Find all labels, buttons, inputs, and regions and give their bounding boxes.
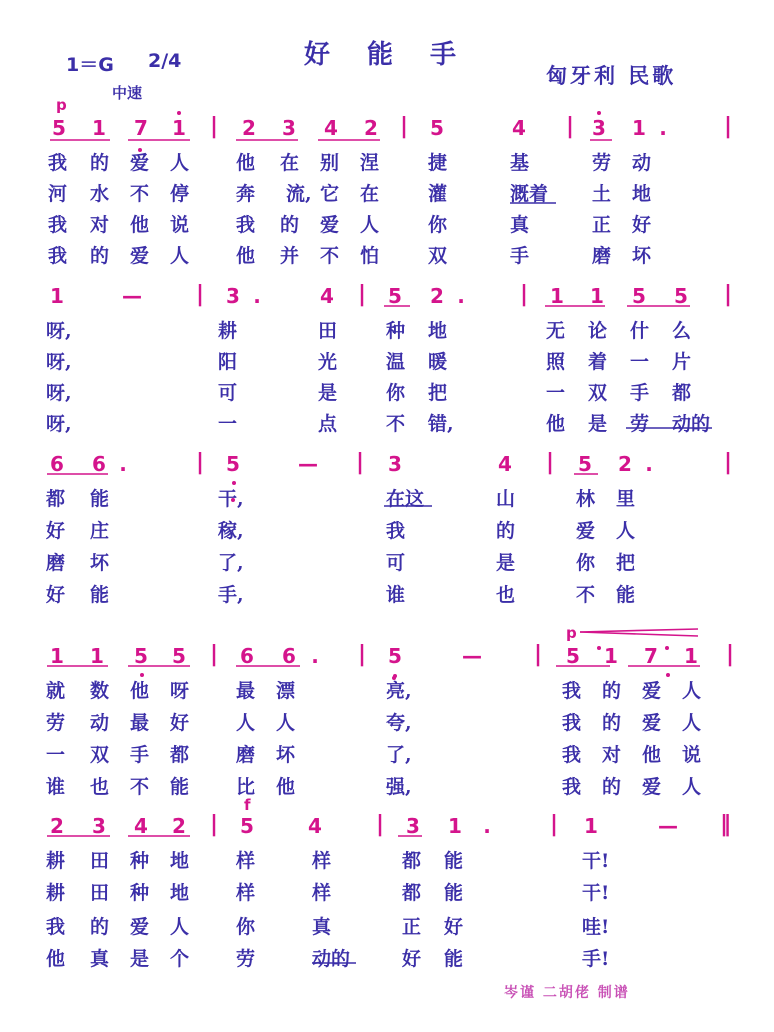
barline: |: [376, 812, 385, 837]
lyric: 我: [48, 152, 68, 174]
lyric: 他: [276, 776, 296, 798]
lyric: 样: [236, 850, 256, 872]
barline: |: [356, 450, 365, 475]
note: 4: [512, 116, 526, 140]
lyric: 人: [170, 152, 190, 174]
note: 1: [590, 284, 604, 308]
lyric: 样: [312, 882, 332, 904]
lyric: 把: [428, 382, 448, 404]
lyric: 地: [428, 320, 448, 342]
lyric: 溉着: [510, 183, 549, 205]
lyric: 劳: [592, 152, 612, 174]
lyric: 奔: [236, 183, 256, 205]
lyric: 手!: [582, 948, 610, 970]
lyric: 对: [90, 214, 110, 236]
lyric: 爱: [130, 245, 150, 267]
lyric: 手: [510, 245, 530, 267]
lyric: 数: [90, 680, 110, 702]
lyric: 把: [616, 552, 636, 574]
lyric: 呀,: [46, 382, 72, 404]
lyric: 爱: [642, 776, 662, 798]
lyric: 我: [562, 744, 582, 766]
note: 4: [320, 284, 334, 308]
lyric: 我: [562, 712, 582, 734]
lyric: 人: [236, 712, 256, 734]
lyric: 也: [496, 584, 516, 606]
lyric: 真: [312, 916, 332, 938]
lyric: 爱: [642, 680, 662, 702]
lyric: 谁: [386, 584, 406, 606]
barline: |: [196, 450, 205, 475]
lyric: 我: [236, 214, 256, 236]
note: 4: [498, 452, 512, 476]
lyric: 都: [402, 850, 422, 872]
lyric: 无: [546, 320, 566, 342]
lyric: 最: [236, 680, 256, 702]
lyric: 呀,: [46, 320, 72, 342]
note: 2: [242, 116, 256, 140]
lyric: 照: [546, 351, 566, 373]
lyric: 着: [588, 351, 608, 373]
barline: |: [566, 114, 575, 139]
lyric: 地: [170, 850, 190, 872]
lyric: 对: [602, 744, 622, 766]
lyric: 能: [170, 776, 190, 798]
transcriber-credit: 岑谨 二胡佬 制谱: [504, 985, 630, 1001]
lyric: 我: [562, 680, 582, 702]
dash: —: [122, 284, 142, 308]
lyric: 不: [386, 413, 406, 435]
lyric: 在: [280, 152, 300, 174]
lyric: 山: [496, 488, 516, 510]
lyric: 地: [632, 183, 652, 205]
lyric: 停: [170, 183, 190, 205]
dot: .: [483, 814, 491, 838]
lyric: 好: [444, 916, 464, 938]
lyric: 正: [592, 214, 612, 236]
note: 3: [92, 814, 106, 838]
lyric: 可: [386, 552, 406, 574]
note: 1: [604, 644, 618, 668]
lyric: 动: [90, 712, 110, 734]
lyric: 好: [46, 520, 66, 542]
note: 6: [240, 644, 254, 668]
lyric: 不: [576, 584, 596, 606]
lyric: 我: [48, 214, 68, 236]
lyric: 的: [90, 916, 110, 938]
lyric: 好: [46, 584, 66, 606]
lyric: 能: [90, 584, 110, 606]
lyric: 手: [130, 744, 150, 766]
lyric: 劳: [630, 413, 650, 435]
lyric: 水: [90, 183, 110, 205]
barline: |: [196, 282, 205, 307]
lyric: 都: [672, 382, 692, 404]
note: 3: [282, 116, 296, 140]
lyric: 劳: [236, 948, 256, 970]
lyric: 他: [236, 152, 256, 174]
lyric: 人: [616, 520, 636, 542]
lyric: 耕: [46, 882, 66, 904]
dash: —: [298, 452, 318, 476]
lyric: 动的: [672, 413, 711, 435]
lyric: 片: [672, 351, 692, 373]
note: 6: [282, 644, 296, 668]
lyric: 我: [48, 245, 68, 267]
song-origin: 匈牙利 民歌: [546, 63, 677, 88]
lyric: 一: [546, 382, 566, 404]
lyric: 种: [130, 850, 150, 872]
dot: .: [659, 116, 667, 140]
note: 1: [90, 644, 104, 668]
note: 1: [50, 644, 64, 668]
note: 5: [52, 116, 66, 140]
lyric: 是: [588, 413, 608, 435]
lyric: 爱: [130, 152, 150, 174]
lyric: 真: [510, 214, 530, 236]
lyric: 别: [320, 152, 340, 174]
lyric: 什: [630, 320, 650, 342]
lyric: 不: [130, 183, 150, 205]
lyric: 能: [90, 488, 110, 510]
lyric: 最: [130, 712, 150, 734]
note: 1: [584, 814, 598, 838]
lyric: 能: [444, 882, 464, 904]
lyric: 地: [170, 882, 190, 904]
lyric: 强,: [386, 776, 412, 798]
lyric: 双: [428, 245, 448, 267]
lyric: 灌: [428, 183, 448, 205]
barline: |: [534, 642, 543, 667]
note: 5: [388, 644, 402, 668]
note: 4: [324, 116, 338, 140]
lyric: 它: [320, 183, 340, 205]
lyric: 能: [444, 850, 464, 872]
note: 6: [92, 452, 106, 476]
note: 1: [50, 284, 64, 308]
lyric: 人: [682, 712, 702, 734]
note: 5: [674, 284, 688, 308]
lyric: 坏: [276, 744, 296, 766]
lyric: 是: [130, 948, 150, 970]
barline: |: [358, 642, 367, 667]
key-signature: 1＝G: [66, 54, 114, 76]
lyric: 呀,: [46, 413, 72, 435]
lyric: 好: [632, 214, 652, 236]
lyric: 漂: [276, 680, 296, 702]
note: 5: [226, 452, 240, 476]
lyric: 人: [682, 776, 702, 798]
lyric: 样: [236, 882, 256, 904]
lyric: 爱: [576, 520, 596, 542]
lyric: 他: [642, 744, 662, 766]
note: 2: [364, 116, 378, 140]
note: 7: [644, 644, 658, 668]
note: 4: [134, 814, 148, 838]
lyric: 双: [90, 744, 110, 766]
lyric: 基: [510, 152, 530, 174]
dot: .: [119, 452, 127, 476]
note: 1: [632, 116, 646, 140]
dash: —: [658, 814, 678, 838]
lyric: 庄: [90, 520, 110, 542]
barline: |: [358, 282, 367, 307]
time-signature: 2/4: [148, 50, 182, 72]
barline: |: [520, 282, 529, 307]
note: 5: [578, 452, 592, 476]
lyric: 人: [682, 680, 702, 702]
barline: |: [724, 114, 733, 139]
barline: |: [400, 114, 409, 139]
dot: .: [457, 284, 465, 308]
lyric: 我: [386, 520, 406, 542]
lyric: 的: [280, 214, 300, 236]
lyric: 劳: [46, 712, 66, 734]
lyric: 光: [318, 351, 338, 373]
lyric: 能: [444, 948, 464, 970]
lyric: 真: [90, 948, 110, 970]
lyric: 土: [592, 183, 612, 205]
lyric: 呀,: [46, 351, 72, 373]
barline: |: [210, 812, 219, 837]
note: 1: [92, 116, 106, 140]
note: 1: [172, 116, 186, 140]
lyric: 的: [90, 152, 110, 174]
lyric: 他: [546, 413, 566, 435]
note: 2: [618, 452, 632, 476]
note: 1: [684, 644, 698, 668]
barline: |: [724, 450, 733, 475]
note: 3: [226, 284, 240, 308]
lyric: 在: [360, 183, 380, 205]
lyric: 也: [90, 776, 110, 798]
lyric: 就: [46, 680, 66, 702]
lyric: 人: [276, 712, 296, 734]
lyric: 一: [218, 413, 238, 435]
lyric: 涅: [360, 152, 380, 174]
lyric: 耕: [218, 320, 238, 342]
note: 5: [388, 284, 402, 308]
lyric: 好: [170, 712, 190, 734]
lyric: 在这: [386, 488, 425, 510]
lyric: 你: [428, 214, 448, 236]
lyric: 捷: [428, 152, 448, 174]
lyric: 他: [130, 680, 150, 702]
note: 5: [172, 644, 186, 668]
lyric: 不: [320, 245, 340, 267]
lyric: 的: [602, 712, 622, 734]
lyric: 人: [170, 916, 190, 938]
lyric: 阳: [218, 351, 238, 373]
lyric: 亮,: [386, 680, 412, 702]
lyric: 都: [402, 882, 422, 904]
note: 1: [550, 284, 564, 308]
lyric: 错,: [428, 413, 454, 435]
note: 2: [172, 814, 186, 838]
lyric: 能: [616, 584, 636, 606]
lyric: 样: [312, 850, 332, 872]
lyric: 双: [588, 382, 608, 404]
lyric: 林: [576, 488, 596, 510]
lyric: 坏: [632, 245, 652, 267]
lyric: 人: [360, 214, 380, 236]
note: 3: [406, 814, 420, 838]
final-barline: ‖: [720, 812, 731, 837]
lyric: 稼,: [218, 520, 244, 542]
lyric: 你: [386, 382, 406, 404]
barline: |: [726, 642, 735, 667]
lyric: 耕: [46, 850, 66, 872]
lyric: 我: [46, 916, 66, 938]
lyric: 并: [280, 245, 300, 267]
dot: .: [311, 644, 319, 668]
note: 3: [388, 452, 402, 476]
lyric: 的: [90, 245, 110, 267]
lyric: 个: [170, 948, 190, 970]
lyric: 干,: [218, 488, 244, 510]
lyric: 田: [90, 882, 110, 904]
lyric: 论: [588, 320, 608, 342]
dynamic-marking: p: [56, 96, 67, 114]
lyric: 点: [318, 413, 338, 435]
lyric: 人: [170, 245, 190, 267]
note: 1: [448, 814, 462, 838]
lyric: 夸,: [386, 712, 412, 734]
lyric: 是: [318, 382, 338, 404]
dot: .: [253, 284, 261, 308]
lyric: 田: [90, 850, 110, 872]
lyric: 爱: [320, 214, 340, 236]
barline: |: [210, 642, 219, 667]
tempo-marking: 中速: [112, 84, 143, 102]
lyric: 好: [402, 948, 422, 970]
lyric: 我: [562, 776, 582, 798]
lyric: 都: [46, 488, 66, 510]
lyric: 爱: [642, 712, 662, 734]
note: 6: [50, 452, 64, 476]
barline: |: [210, 114, 219, 139]
lyric: 谁: [46, 776, 66, 798]
note: 2: [50, 814, 64, 838]
lyric: 磨: [46, 552, 66, 574]
lyric: 爱: [130, 916, 150, 938]
lyric: 里: [616, 488, 636, 510]
barline: |: [550, 812, 559, 837]
lyric: 干!: [582, 850, 610, 872]
lyric: 你: [236, 916, 256, 938]
lyric: 的: [602, 680, 622, 702]
note: 5: [566, 644, 580, 668]
lyric: 都: [170, 744, 190, 766]
lyric: 坏: [90, 552, 110, 574]
song-title: 好 能 手: [303, 40, 471, 70]
dynamic-marking: f: [244, 796, 251, 814]
lyric: 手: [630, 382, 650, 404]
note: 7: [134, 116, 148, 140]
lyric: 河: [48, 183, 68, 205]
lyric: 他: [236, 245, 256, 267]
dot: .: [645, 452, 653, 476]
lyric: 干!: [582, 882, 610, 904]
lyric: 种: [386, 320, 406, 342]
note: 5: [430, 116, 444, 140]
lyric: 说: [682, 744, 702, 766]
lyric: 可: [218, 382, 238, 404]
lyric: 不: [130, 776, 150, 798]
barline: |: [724, 282, 733, 307]
lyric: 说: [170, 214, 190, 236]
lyric: 呀: [170, 680, 190, 702]
lyric: 么: [672, 320, 692, 342]
lyric: 磨: [236, 744, 256, 766]
lyric: 种: [130, 882, 150, 904]
lyric: 了,: [218, 552, 244, 574]
note: 5: [632, 284, 646, 308]
dash: —: [462, 644, 482, 668]
note: 3: [592, 116, 606, 140]
lyric: 比: [236, 776, 256, 798]
note: 4: [308, 814, 322, 838]
dynamic-marking: p: [566, 624, 577, 642]
lyric: 你: [576, 552, 596, 574]
lyric: 流,: [286, 183, 312, 205]
lyric: 了,: [386, 744, 412, 766]
barline: |: [546, 450, 555, 475]
lyric: 他: [46, 948, 66, 970]
lyric: 手,: [218, 584, 244, 606]
lyric: 的: [496, 520, 516, 542]
lyric: 一: [630, 351, 650, 373]
lyric: 动: [632, 152, 652, 174]
lyric: 磨: [592, 245, 612, 267]
lyric: 怕: [360, 245, 380, 267]
lyric: 哇!: [582, 916, 610, 938]
note: 5: [134, 644, 148, 668]
lyric: 动的: [312, 948, 351, 970]
lyric: 田: [318, 320, 338, 342]
lyric: 温: [386, 351, 406, 373]
lyric: 暖: [428, 351, 448, 373]
lyric: 正: [402, 916, 422, 938]
lyric: 他: [130, 214, 150, 236]
note: 5: [240, 814, 254, 838]
lyric: 一: [46, 744, 66, 766]
lyric: 的: [602, 776, 622, 798]
note: 2: [430, 284, 444, 308]
lyric: 是: [496, 552, 516, 574]
